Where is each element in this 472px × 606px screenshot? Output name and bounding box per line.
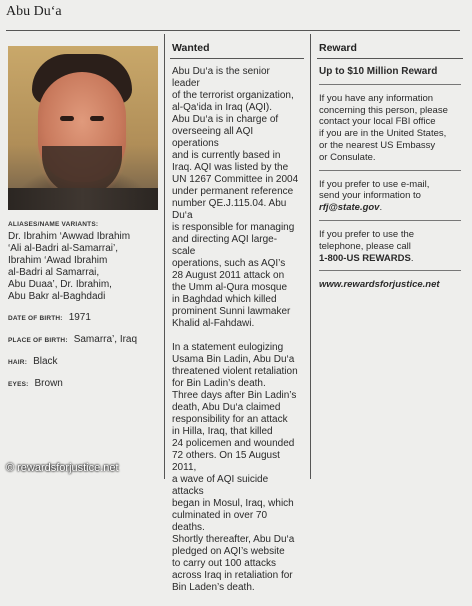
wanted-heading-rule [170, 58, 304, 59]
reward-heading: Reward [319, 42, 357, 54]
aliases-block [8, 219, 158, 303]
dob-block [8, 312, 158, 325]
hair-value: Black [33, 356, 58, 367]
page-title: Abu Du‘a [6, 4, 62, 19]
wanted-heading: Wanted [172, 42, 210, 54]
dob-label: DATE OF BIRTH: [8, 315, 63, 322]
column-divider [164, 34, 165, 479]
eyes-block [8, 378, 158, 391]
wanted-column [172, 66, 300, 606]
pob-block [8, 334, 158, 347]
reward-amount: Up to $10 Million Reward [319, 66, 438, 77]
email-suffix: . [379, 202, 383, 214]
divider [319, 270, 461, 271]
divider [319, 220, 461, 221]
top-rule [6, 30, 460, 31]
divider [319, 170, 461, 171]
pob-value: Samarra’, Iraq [73, 334, 138, 345]
hair-block [8, 356, 158, 369]
website-link[interactable]: www.rewardsforjustice.net [319, 279, 440, 291]
wanted-paragraph: In a statement eulogizing Usama Bin Ladin, Abu Du‘a threatened violent retaliation for Bin Ladin’s death. Three days after Bin Ladin’s death, Abu Du‘a claimed responsibility for an attack in Hilla, Iraq, that killed 24 policemen and wounded 72 others. On 15 August 2011, a wave of AQI suicide attacks began in Mosul, Iraq, which culminated in over 70 deaths. Shortly thereafter, Abu Du‘a pledged on AQI’s website to carry out 100 attacks across Iraq in retaliation for Bin Laden’s death. [172, 342, 298, 593]
email-info [319, 179, 461, 214]
phone-number[interactable]: 1-800-US REWARDS [319, 252, 411, 264]
aliases-label: ALIASES/NAME VARIANTS: [8, 221, 99, 228]
contact-info: If you have any information concerning this person, please contact your local FBI office if you are in the United States, or the nearest US Embassy or Consulate. [319, 92, 448, 163]
phone-info [319, 229, 461, 264]
hair-label: HAIR: [8, 359, 28, 366]
watermark-text: rewardsforjustice.net [17, 462, 119, 474]
phone-prefix: If you prefer to use the telephone, please call [319, 228, 415, 252]
reward-heading-rule [317, 58, 463, 59]
dob-value: 1971 [68, 312, 91, 323]
email-prefix: If you prefer to use e-mail, send your information to [319, 178, 430, 202]
watermark [0, 459, 125, 477]
phone-suffix: . [410, 252, 414, 264]
portrait-photo [8, 46, 158, 210]
reward-column [319, 66, 461, 291]
divider [319, 84, 461, 85]
aliases-value: Dr. Ibrahim ‘Awwad Ibrahim ‘Ali al-Badri al-Samarrai’, Ibrahim ‘Awad Ibrahim al-Badri al Samarrai, Abu Duaa’, Dr. Ibrahim, Abu Bakr al-Baghdadi [8, 231, 131, 302]
column-divider [310, 34, 311, 479]
eyes-label: EYES: [8, 381, 29, 388]
eyes-value: Brown [34, 378, 63, 389]
email-address[interactable]: rfj@state.gov [319, 202, 380, 214]
copyright-icon: © [6, 462, 15, 474]
wanted-paragraph: Abu Du‘a is the senior leader of the terrorist organization, al-Qa‘ida in Iraq (AQI). Abu Du‘a is in charge of overseeing all AQI operations and is currently based in Iraq. AQI was listed by the UN 1267 Committee in 2004 under permanent reference number QE.J.115.04. Abu Du‘a is responsible for managing and directing AQI large-scale operations, such as AQI’s 28 August 2011 attack on the Umm al-Qura mosque in Baghdad which killed prominent Sunni lawmaker Khalid al-Fahdawi. [172, 66, 299, 329]
pob-label: PLACE OF BIRTH: [8, 337, 68, 344]
details-panel [8, 219, 158, 400]
